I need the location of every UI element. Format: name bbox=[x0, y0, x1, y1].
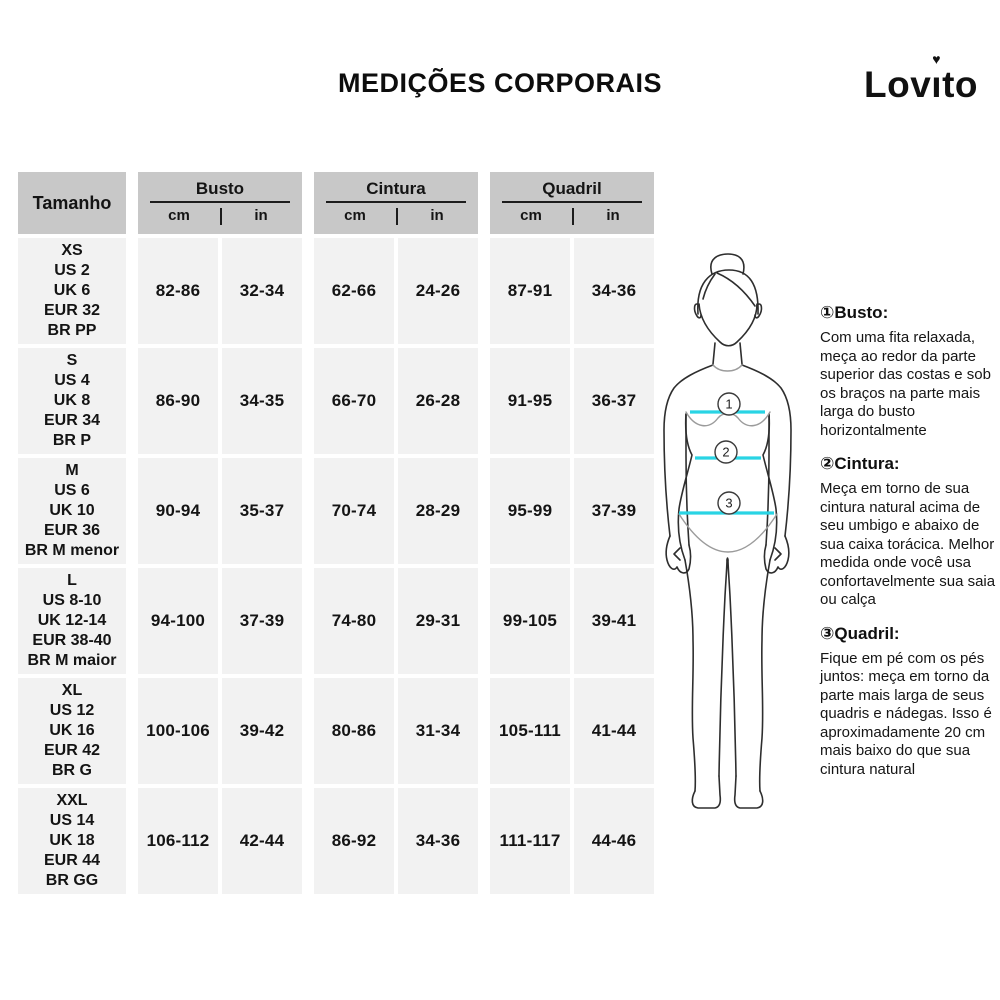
measurement-value-cell: 37-39 bbox=[574, 458, 654, 564]
right-thumb bbox=[775, 548, 781, 560]
group-label: Quadril bbox=[542, 179, 602, 198]
size-label-line: US 4 bbox=[54, 372, 90, 389]
group-label: Busto bbox=[195, 179, 245, 198]
unit-divider bbox=[572, 208, 574, 225]
instruction-section bbox=[820, 624, 1000, 780]
collar-curve bbox=[713, 365, 742, 371]
measurement-value-cell: 41-44 bbox=[574, 678, 654, 784]
waist-marker-number: 2 bbox=[722, 444, 730, 460]
measurement-group-header bbox=[314, 172, 478, 234]
instruction-title: Cintura: bbox=[834, 454, 900, 473]
brand-logo-prefix: Lov bbox=[864, 64, 932, 105]
group-label: Cintura bbox=[366, 179, 426, 198]
header-divider-line bbox=[150, 201, 290, 203]
right-leg-inner bbox=[728, 560, 736, 776]
circled-number-icon: ① bbox=[820, 303, 835, 322]
instruction-text: Meça em torno de sua cintura natural acima de seu umbigo e abaixo de sua caixa torácica. Melhor medida onde você usa confortavelmente sua saia ou calça bbox=[820, 480, 996, 608]
size-label-line: UK 6 bbox=[53, 282, 91, 299]
neck-right bbox=[740, 343, 742, 364]
page-title: MEDIÇÕES CORPORAIS bbox=[337, 68, 663, 98]
column-header-size: Tamanho bbox=[18, 172, 126, 234]
size-label-line: XXL bbox=[56, 792, 88, 809]
size-label-line: US 14 bbox=[49, 812, 95, 829]
size-label-line: BR PP bbox=[47, 322, 97, 339]
measurement-value-cell: 34-35 bbox=[222, 348, 302, 454]
measurement-value-cell: 86-90 bbox=[138, 348, 218, 454]
brand-logo bbox=[864, 51, 978, 106]
size-label-line: EUR 36 bbox=[43, 522, 101, 539]
measurement-value-cell: 90-94 bbox=[138, 458, 218, 564]
measurement-instructions bbox=[820, 303, 1000, 793]
unit-row bbox=[138, 205, 302, 227]
measurement-value-cell: 91-95 bbox=[490, 348, 570, 454]
unit-cm-label: cm bbox=[520, 207, 542, 224]
table-row bbox=[18, 678, 654, 784]
size-label-line: UK 12-14 bbox=[37, 612, 107, 629]
heart-icon: ♥ bbox=[932, 51, 942, 67]
unit-in-label: in bbox=[430, 207, 444, 224]
size-label-line: US 6 bbox=[54, 482, 90, 499]
crotch-line bbox=[727, 558, 728, 560]
size-label-cell bbox=[18, 568, 126, 674]
size-label-line: BR P bbox=[52, 432, 92, 449]
size-label-line: UK 8 bbox=[53, 392, 91, 409]
measurement-value-cell: 44-46 bbox=[574, 788, 654, 894]
size-label-line: EUR 44 bbox=[43, 852, 101, 869]
bust-marker-number: 1 bbox=[725, 396, 733, 412]
torso-right bbox=[763, 414, 777, 560]
size-label-line: BR G bbox=[52, 762, 92, 779]
size-label-line: US 8-10 bbox=[42, 592, 102, 609]
body-figure-svg bbox=[645, 246, 811, 816]
size-label-line: UK 18 bbox=[49, 832, 95, 849]
instruction-heading bbox=[820, 624, 1000, 644]
size-label-line: XL bbox=[61, 682, 83, 699]
measurement-value-cell: 62-66 bbox=[314, 238, 394, 344]
circled-number-icon: ③ bbox=[820, 623, 835, 643]
left-leg-outer bbox=[685, 560, 695, 791]
unit-row bbox=[490, 205, 654, 227]
size-label-line: BR M maior bbox=[27, 652, 117, 669]
measurement-value-cell: 80-86 bbox=[314, 678, 394, 784]
size-label-cell bbox=[18, 788, 126, 894]
size-label-line: BR M menor bbox=[24, 542, 120, 559]
instruction-heading bbox=[820, 454, 1000, 474]
measurement-value-cell: 29-31 bbox=[398, 568, 478, 674]
size-label-line: UK 10 bbox=[49, 502, 95, 519]
brand-logo-suffix: to bbox=[942, 64, 978, 105]
measurement-value-cell: 42-44 bbox=[222, 788, 302, 894]
measurement-value-cell: 36-37 bbox=[574, 348, 654, 454]
size-label-line: S bbox=[66, 352, 78, 369]
unit-cm-label: cm bbox=[344, 207, 366, 224]
measurement-group-header bbox=[138, 172, 302, 234]
size-label-line: L bbox=[67, 572, 77, 589]
size-label-cell bbox=[18, 458, 126, 564]
measurement-value-cell: 35-37 bbox=[222, 458, 302, 564]
size-label-line: UK 16 bbox=[49, 722, 95, 739]
size-label-line: EUR 32 bbox=[43, 302, 101, 319]
torso-left bbox=[678, 414, 692, 560]
instruction-title: Busto: bbox=[834, 303, 889, 322]
measurement-value-cell: 26-28 bbox=[398, 348, 478, 454]
left-leg-inner bbox=[719, 560, 727, 776]
size-label-line: M bbox=[65, 462, 79, 479]
face-outline bbox=[699, 304, 757, 346]
table-row bbox=[18, 348, 654, 454]
measurement-value-cell: 106-112 bbox=[138, 788, 218, 894]
measurement-value-cell: 105-111 bbox=[490, 678, 570, 784]
header-divider-line bbox=[502, 201, 642, 203]
size-label-line: BR GG bbox=[45, 872, 99, 889]
instruction-heading bbox=[820, 303, 1000, 323]
header-divider-line bbox=[326, 201, 466, 203]
size-label-line: US 2 bbox=[54, 262, 90, 279]
right-foot bbox=[735, 776, 763, 808]
measurement-value-cell: 39-41 bbox=[574, 568, 654, 674]
body-figure bbox=[645, 246, 811, 816]
hip-marker-number: 3 bbox=[725, 495, 733, 511]
size-table bbox=[18, 172, 654, 898]
size-label-line: EUR 42 bbox=[43, 742, 101, 759]
table-row bbox=[18, 238, 654, 344]
unit-cm-label: cm bbox=[168, 207, 190, 224]
measurement-value-cell: 34-36 bbox=[398, 788, 478, 894]
measurement-value-cell: 86-92 bbox=[314, 788, 394, 894]
hip-curve bbox=[679, 514, 777, 552]
unit-in-label: in bbox=[606, 207, 620, 224]
measurement-value-cell: 82-86 bbox=[138, 238, 218, 344]
left-thumb bbox=[674, 548, 680, 560]
size-label-cell bbox=[18, 348, 126, 454]
right-arm-outer bbox=[742, 365, 791, 536]
measurement-value-cell: 95-99 bbox=[490, 458, 570, 564]
unit-row bbox=[314, 205, 478, 227]
table-row bbox=[18, 568, 654, 674]
size-table-body bbox=[18, 238, 654, 894]
measurement-value-cell: 99-105 bbox=[490, 568, 570, 674]
unit-in-label: in bbox=[254, 207, 268, 224]
unit-divider bbox=[396, 208, 398, 225]
measurement-value-cell: 111-117 bbox=[490, 788, 570, 894]
instruction-text: Com uma fita relaxada, meça ao redor da parte superior das costas e sob os braços na parte mais larga do busto horizontalmente bbox=[820, 329, 991, 439]
measurement-value-cell: 37-39 bbox=[222, 568, 302, 674]
measurement-value-cell: 28-29 bbox=[398, 458, 478, 564]
measurement-value-cell: 34-36 bbox=[574, 238, 654, 344]
instruction-section bbox=[820, 303, 1000, 440]
size-label-cell bbox=[18, 678, 126, 784]
table-header-row bbox=[18, 172, 654, 234]
size-label-cell bbox=[18, 238, 126, 344]
table-row bbox=[18, 458, 654, 564]
circled-number-icon: ② bbox=[820, 454, 835, 473]
measurement-value-cell: 100-106 bbox=[138, 678, 218, 784]
size-label-line: EUR 34 bbox=[43, 412, 101, 429]
neck-left bbox=[713, 343, 715, 364]
measurement-value-cell: 87-91 bbox=[490, 238, 570, 344]
measurement-group-header bbox=[490, 172, 654, 234]
table-row bbox=[18, 788, 654, 894]
measurement-value-cell: 66-70 bbox=[314, 348, 394, 454]
left-foot bbox=[692, 776, 720, 808]
hair-outline bbox=[698, 270, 758, 314]
right-leg-outer bbox=[760, 560, 770, 791]
instruction-title: Quadril: bbox=[834, 623, 900, 643]
size-label-line: US 12 bbox=[49, 702, 95, 719]
measurement-value-cell: 39-42 bbox=[222, 678, 302, 784]
measurement-value-cell: 24-26 bbox=[398, 238, 478, 344]
size-label-line: XS bbox=[61, 242, 83, 259]
brand-logo-i: ı ♥ bbox=[931, 51, 943, 105]
measurement-value-cell: 70-74 bbox=[314, 458, 394, 564]
left-arm-outer bbox=[664, 365, 713, 536]
instruction-section bbox=[820, 454, 1000, 610]
measurement-value-cell: 74-80 bbox=[314, 568, 394, 674]
instruction-text: Fique em pé com os pés juntos: meça em torno da parte mais larga de seus quadris e nádegas. Isso é aproximadamente 20 cm mais baixo do que sua cintura natural bbox=[820, 649, 992, 778]
unit-divider bbox=[220, 208, 222, 225]
measurement-value-cell: 31-34 bbox=[398, 678, 478, 784]
measurement-value-cell: 32-34 bbox=[222, 238, 302, 344]
size-label-line: EUR 38-40 bbox=[32, 632, 112, 649]
measurement-value-cell: 94-100 bbox=[138, 568, 218, 674]
